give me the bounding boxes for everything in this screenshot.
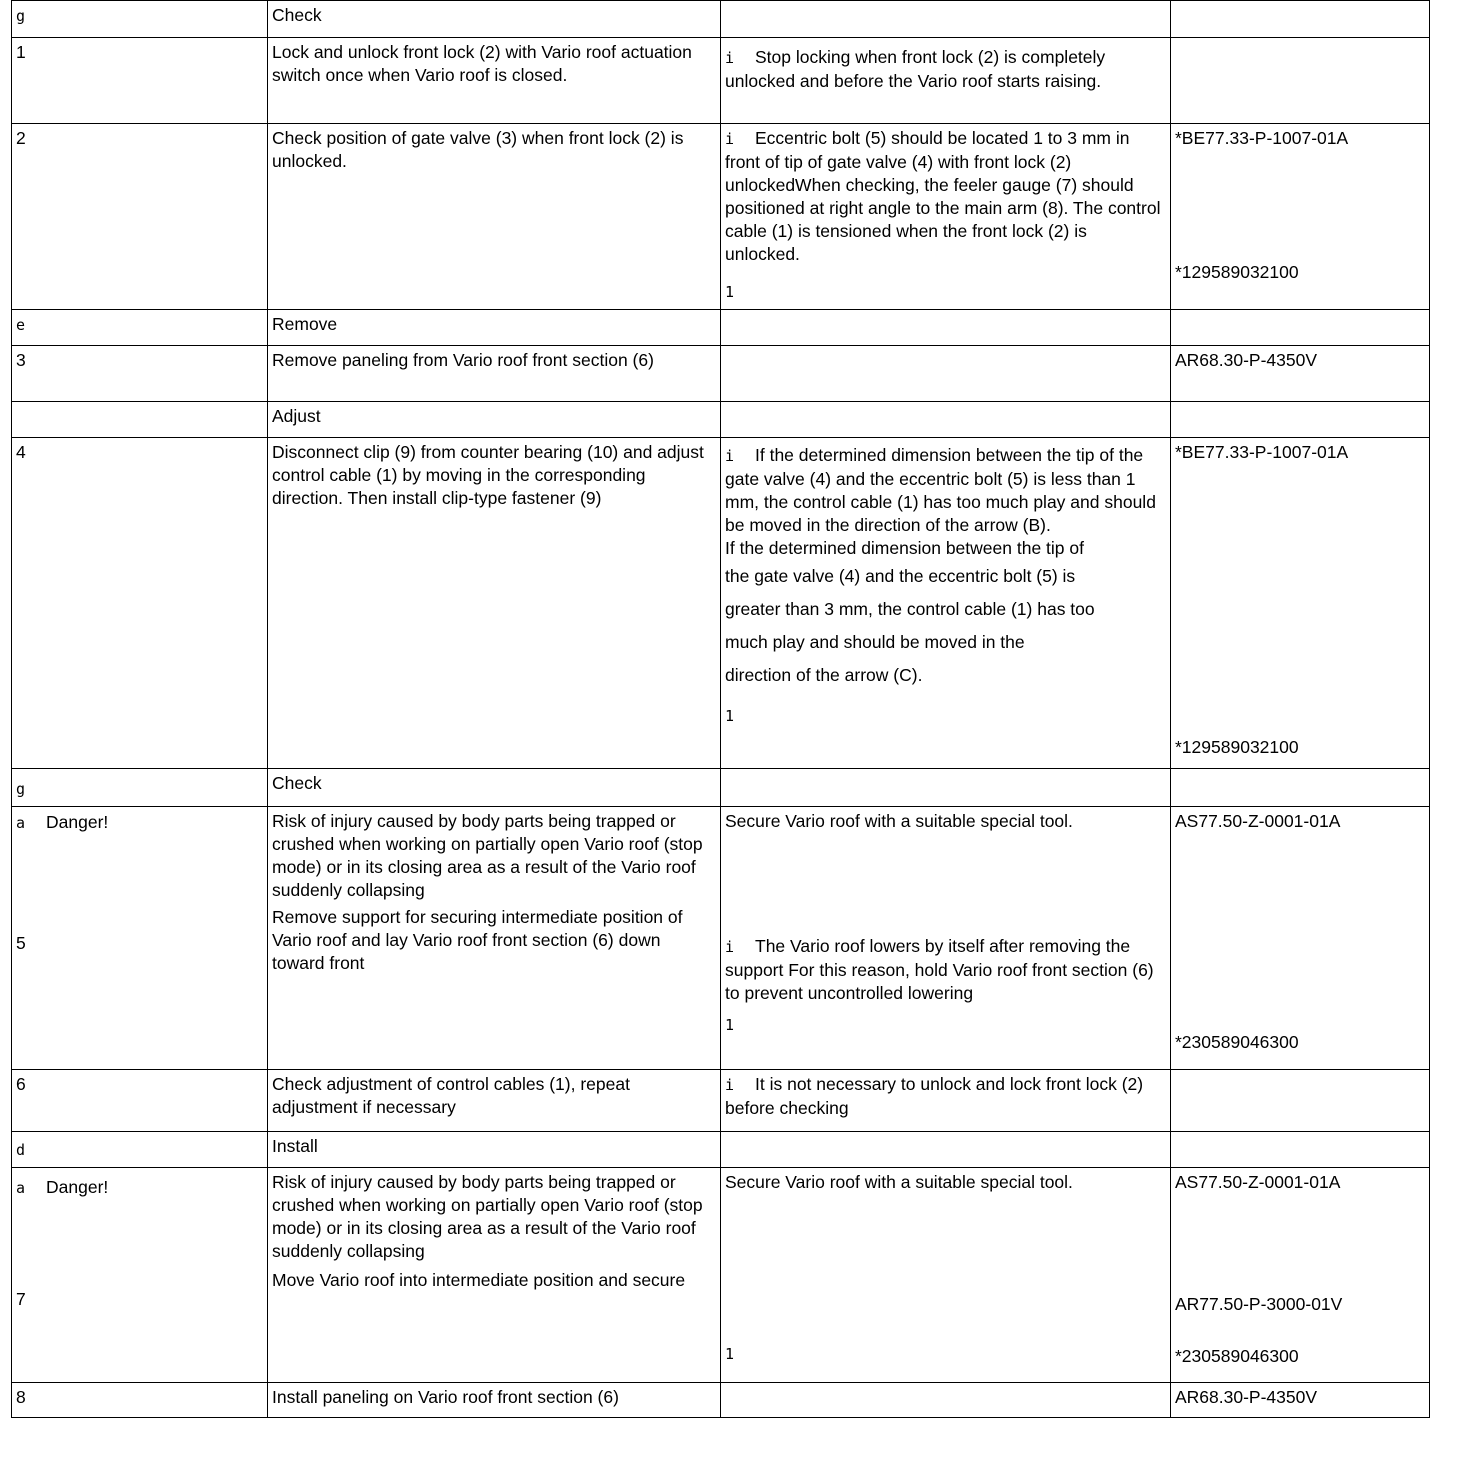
table-row	[12, 769, 1430, 807]
reference-cell	[1171, 124, 1430, 310]
danger-cell	[12, 807, 268, 1070]
table-row	[12, 346, 1430, 402]
step-text: Risk of injury caused by body parts being trapped or crushed when working on partially open Vario roof (stop mode) or in its closing area as a result of the Vario roof suddenly collapsing Move Vario roof into intermediate position and secure	[268, 1168, 721, 1383]
table-row	[12, 1168, 1430, 1383]
reference-cell	[1171, 1168, 1430, 1383]
info-icon: i	[725, 1076, 735, 1094]
tool-icon: 1	[725, 707, 735, 725]
procedure-table	[11, 0, 1430, 1418]
table-row	[12, 1070, 1430, 1132]
step-number: 3	[12, 346, 268, 402]
document-link[interactable]: AS77.50-Z-0001-01A	[1175, 811, 1341, 831]
danger-cell	[12, 1168, 268, 1383]
step-text: Lock and unlock front lock (2) with Vario roof actuation switch once when Vario roof is closed.	[268, 38, 721, 124]
row-symbol	[12, 402, 268, 438]
note-cell: Secure Vario roof with a suitable special tool. i The Vario roof lowers by itself after removing the support For this reason, hold Vario roof front section (6) to prevent uncontrolled lowering 1	[721, 807, 1171, 1070]
document-link[interactable]: *BE77.33-P-1007-01A	[1175, 128, 1349, 148]
table-row	[12, 438, 1430, 769]
step-text: Remove paneling from Vario roof front section (6)	[268, 346, 721, 402]
row-symbol: g	[12, 1, 268, 38]
table-row	[12, 124, 1430, 310]
section-heading: Install	[268, 1132, 721, 1168]
section-heading: Check	[268, 1, 721, 38]
step-text: Risk of injury caused by body parts being trapped or crushed when working on partially open Vario roof (stop mode) or in its closing area as a result of the Vario roof suddenly collapsing Remove support for securing intermediate position of Vario roof and lay Vario roof front section (6) down toward front	[268, 807, 721, 1070]
info-icon: i	[725, 938, 735, 956]
step-text: Install paneling on Vario roof front section (6)	[268, 1383, 721, 1418]
note-cell: i Eccentric bolt (5) should be located 1 to 3 mm in front of tip of gate valve (4) with front lock (2) unlockedWhen checking, the feeler gauge (7) should positioned at right angle to the main arm (8). The control cable (1) is tensioned when the front lock (2) is unlocked. 1	[721, 124, 1171, 310]
note-cell: Secure Vario roof with a suitable special tool. 1	[721, 1168, 1171, 1383]
row-symbol: e	[12, 310, 268, 346]
table-row	[12, 1383, 1430, 1418]
step-number: 6	[12, 1070, 268, 1132]
document-link[interactable]: AS77.50-Z-0001-01A	[1175, 1172, 1341, 1192]
table-row	[12, 1132, 1430, 1168]
info-icon: i	[725, 130, 735, 148]
reference-cell	[1171, 807, 1430, 1070]
step-number: 8	[12, 1383, 268, 1418]
table-row	[12, 807, 1430, 1070]
section-heading: Check	[268, 769, 721, 807]
table-row	[12, 402, 1430, 438]
section-heading: Adjust	[268, 402, 721, 438]
info-icon: i	[725, 447, 735, 465]
step-text: Check position of gate valve (3) when front lock (2) is unlocked.	[268, 124, 721, 310]
step-number: 5	[16, 933, 26, 953]
tool-icon: 1	[725, 1016, 735, 1034]
document-link[interactable]: *BE77.33-P-1007-01A	[1175, 442, 1349, 462]
tool-number: *230589046300	[1175, 1032, 1299, 1052]
note-cell: i It is not necessary to unlock and lock front lock (2) before checking	[721, 1070, 1171, 1132]
note-cell: i Stop locking when front lock (2) is completely unlocked and before the Vario roof starts raising.	[721, 38, 1171, 124]
step-number: 1	[12, 38, 268, 124]
tool-number: *129589032100	[1175, 262, 1299, 282]
danger-text: Risk of injury caused by body parts being trapped or crushed when working on partially open Vario roof (stop mode) or in its closing area as a result of the Vario roof suddenly collapsing	[272, 811, 703, 900]
table-row	[12, 38, 1430, 124]
tool-icon: 1	[725, 283, 735, 301]
step-text: Disconnect clip (9) from counter bearing (10) and adjust control cable (1) by moving in the corresponding direction. Then install clip-type fastener (9)	[268, 438, 721, 769]
danger-icon: a	[16, 1179, 26, 1197]
table-row	[12, 310, 1430, 346]
info-icon: i	[725, 49, 735, 67]
document-link[interactable]: AR68.30-P-4350V	[1171, 1383, 1430, 1418]
danger-icon: a	[16, 814, 26, 832]
danger-text: Risk of injury caused by body parts being trapped or crushed when working on partially open Vario roof (stop mode) or in its closing area as a result of the Vario roof suddenly collapsing	[272, 1172, 703, 1261]
step-number: 4	[12, 438, 268, 769]
document-link[interactable]: AR77.50-P-3000-01V	[1175, 1294, 1343, 1314]
row-symbol: g	[12, 769, 268, 807]
tool-number: *129589032100	[1175, 737, 1299, 757]
table-row	[12, 1, 1430, 38]
danger-label: Danger!	[46, 812, 109, 832]
step-text: Check adjustment of control cables (1), repeat adjustment if necessary	[268, 1070, 721, 1132]
step-number: 7	[16, 1289, 26, 1309]
note-cell: i If the determined dimension between the tip of the gate valve (4) and the eccentric bolt (5) is less than 1 mm, the control cable (1) has too much play and should be moved in the direction of the arrow (B). If the determined dimension between the tip of the gate valve (4) and the eccentric bolt (5) is greater than 3 mm, the control cable (1) has too much play and should be moved in the direction of the arrow (C). 1	[721, 438, 1171, 769]
step-number: 2	[12, 124, 268, 310]
row-symbol: d	[12, 1132, 268, 1168]
tool-icon: 1	[725, 1345, 735, 1363]
reference-cell	[1171, 438, 1430, 769]
tool-number: *230589046300	[1175, 1346, 1299, 1366]
section-heading: Remove	[268, 310, 721, 346]
document-link[interactable]: AR68.30-P-4350V	[1171, 346, 1430, 402]
danger-label: Danger!	[46, 1177, 109, 1197]
